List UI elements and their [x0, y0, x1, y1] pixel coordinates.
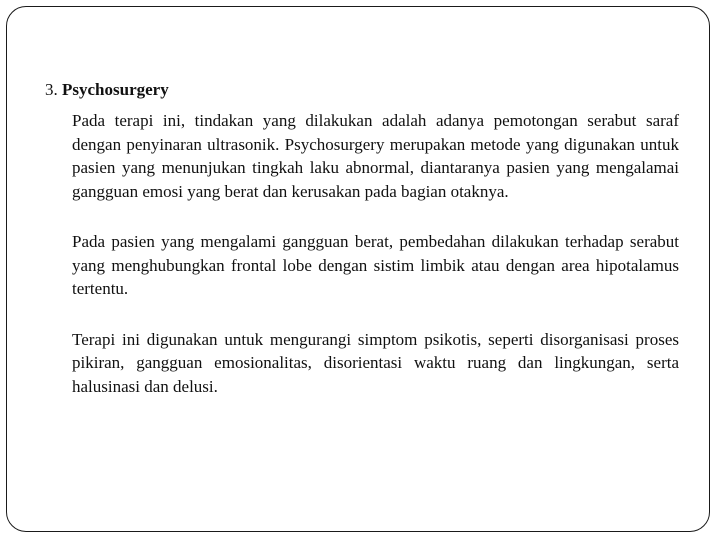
- paragraph-definition: Pada terapi ini, tindakan yang dilakukan adalah adanya pemotongan serabut saraf dengan penyinaran ultrasonik. Psychosurgery merupakan metode yang digunakan untuk pasien yang menunjukan tingkah laku abnormal, diantaranya pasien yang mengalamai gangguan emosi yang berat dan kerusakan pada bagian otaknya.: [72, 111, 679, 201]
- section-title: Psychosurgery: [62, 80, 169, 99]
- slide-frame: [6, 6, 710, 532]
- paragraph-procedure: Pada pasien yang mengalami gangguan berat, pembedahan dilakukan terhadap serabut yang menghubungkan frontal lobe dengan sistim limbik atau dengan area hipotalamus tertentu.: [72, 232, 679, 298]
- section-heading: [45, 79, 679, 101]
- section-number: 3.: [45, 80, 58, 99]
- paragraph-purpose: Terapi ini digunakan untuk mengurangi simptom psikotis, seperti disorganisasi proses pikiran, gangguan emosionalitas, disorientasi waktu ruang dan lingkungan, serta halusinasi dan delusi.: [72, 329, 679, 396]
- slide-content: [45, 79, 679, 425]
